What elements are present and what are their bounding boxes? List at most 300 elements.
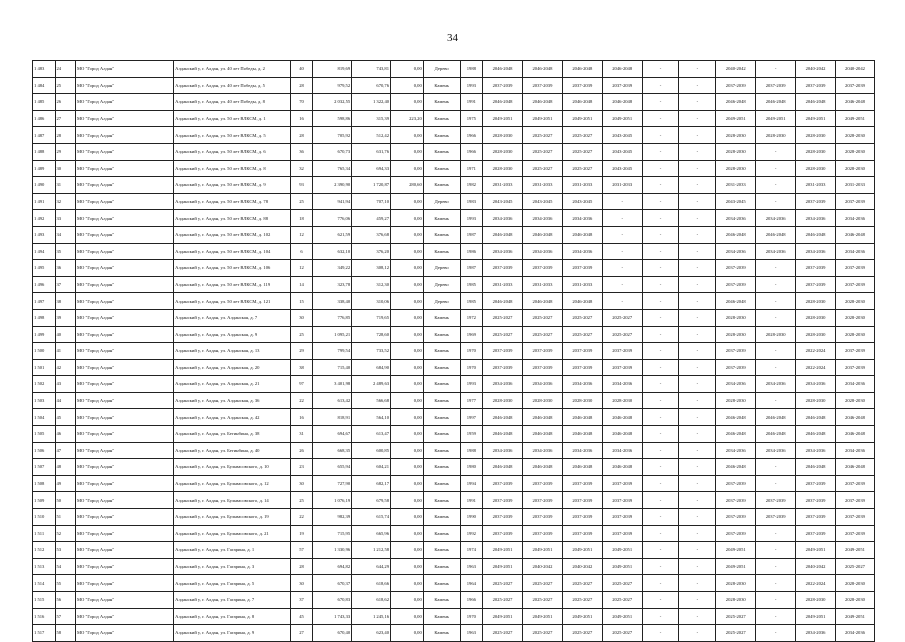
cell-item-no: 51 [55,509,75,526]
cell-period-6: - [679,260,716,277]
cell-address: Алданский у, г. Алдан, ул. Бульвасовского, д. 10 [174,459,291,476]
cell-period-2: 2025-2027 [522,592,562,609]
cell-year-built: 1964 [460,575,483,592]
cell-period-1: 2046-2048 [483,426,523,443]
cell-period-9: 2034-2036 [796,210,836,227]
cell-reg-no: 1 484 [33,77,56,94]
cell-period-4: 2046-2048 [602,426,642,443]
cell-period-2: 2025-2027 [522,309,562,326]
cell-period-4: 2025-2027 [602,326,642,343]
cell-period-3: 2037-2039 [562,492,602,509]
cell-period-9: 2046-2048 [796,409,836,426]
cell-address: Алданский у, г. Алдан, ул. Алданская, д. 42 [174,409,291,426]
cell-period-9: 2040-2042 [796,558,836,575]
table-row [33,426,875,443]
cell-period-6: - [679,110,716,127]
cell-period-8: - [756,293,796,310]
cell-period-4: 2034-2036 [602,442,642,459]
table-row [33,61,875,78]
cell-item-no: 40 [55,326,75,343]
cell-period-2: 2025-2027 [522,625,562,642]
cell-period-9: 2037-2039 [796,276,836,293]
cell-period-7: 2028-2030 [716,575,756,592]
cell-total-area: 668,35 [313,442,352,459]
cell-period-8: - [756,193,796,210]
cell-period-10: 2028-2030 [835,575,874,592]
cell-period-5: - [642,243,679,260]
cell-period-9: 2037-2039 [796,509,836,526]
cell-apartments: 93 [290,177,313,194]
cell-apartments: 36 [290,143,313,160]
table-row [33,193,875,210]
cell-period-6: - [679,94,716,111]
cell-total-area: 1 743,33 [313,608,352,625]
cell-period-7: 2037-2039 [716,525,756,542]
cell-apartments: 57 [290,542,313,559]
cell-period-8: 2028-2030 [756,326,796,343]
cell-address: Алданский у, г. Алдан, ул. 50 лет ВЛКСМ, д. 6 [174,143,291,160]
cell-period-3: 2034-2036 [562,376,602,393]
cell-municipality: МО "Город Алдан" [75,260,173,277]
cell-reg-no: 1 506 [33,442,56,459]
cell-period-6: - [679,276,716,293]
cell-item-no: 28 [55,127,75,144]
cell-year-built: 1997 [460,409,483,426]
cell-living-area: 315,39 [352,110,391,127]
cell-period-5: - [642,177,679,194]
cell-period-4: 2043-2045 [602,127,642,144]
cell-wall-material: Камень [423,592,460,609]
cell-apartments: 23 [290,459,313,476]
cell-period-1: 2025-2027 [483,326,523,343]
cell-period-1: 2037-2039 [483,475,523,492]
cell-reg-no: 1 515 [33,592,56,609]
cell-period-7: 2037-2039 [716,77,756,94]
cell-living-area: 728,60 [352,326,391,343]
cell-period-5: - [642,359,679,376]
cell-period-3: 2031-2033 [562,177,602,194]
cell-period-8: 2034-2036 [756,442,796,459]
cell-reg-no: 1 493 [33,226,56,243]
cell-year-built: 1986 [460,243,483,260]
cell-period-8: 2034-2036 [756,376,796,393]
cell-address: Алданский у, г. Алдан, ул. 50 лет ВЛКСМ, д. 119 [174,276,291,293]
cell-period-1: 2046-2048 [483,61,523,78]
cell-period-2: 2046-2048 [522,94,562,111]
cell-period-7: 2028-2030 [716,160,756,177]
cell-period-9: 2034-2036 [796,376,836,393]
cell-period-9: 2046-2048 [796,426,836,443]
cell-period-10: 2028-2030 [835,293,874,310]
cell-nonliving-area: 0,00 [391,509,424,526]
table-row [33,326,875,343]
cell-period-3: 2031-2033 [562,276,602,293]
cell-period-3: 2040-2042 [562,558,602,575]
cell-living-area: 310,06 [352,293,391,310]
cell-living-area: 618,62 [352,592,391,609]
housing-register-table [32,60,875,642]
cell-period-9: 2037-2039 [796,492,836,509]
cell-apartments: 6 [290,243,313,260]
cell-address: Алданский у, г. Алдан, ул. Алданская, д. 21 [174,376,291,393]
cell-period-7: 2046-2048 [716,459,756,476]
cell-reg-no: 1 505 [33,426,56,443]
cell-wall-material: Камень [423,392,460,409]
cell-nonliving-area: 0,00 [391,359,424,376]
cell-nonliving-area: 0,00 [391,210,424,227]
cell-address: Алданский у, г. Алдан, ул. Алданская, д. 9 [174,326,291,343]
cell-municipality: МО "Город Алдан" [75,475,173,492]
cell-period-9: 2028-2030 [796,127,836,144]
cell-period-4: 2049-2051 [602,542,642,559]
cell-living-area: 743,81 [352,61,391,78]
cell-period-7: 2031-2033 [716,177,756,194]
cell-period-8: - [756,575,796,592]
cell-period-6: - [679,326,716,343]
cell-period-4: 2049-2051 [602,558,642,575]
cell-apartments: 30 [290,309,313,326]
cell-wall-material: Камень [423,210,460,227]
table-row [33,625,875,642]
cell-period-2: 2049-2051 [522,110,562,127]
cell-period-6: - [679,442,716,459]
cell-year-built: 1970 [460,343,483,360]
cell-period-5: - [642,61,679,78]
cell-period-2: 2046-2048 [522,426,562,443]
cell-municipality: МО "Город Алдан" [75,625,173,642]
cell-period-8: - [756,525,796,542]
cell-period-7: 2037-2039 [716,343,756,360]
cell-reg-no: 1 510 [33,509,56,526]
cell-period-5: - [642,160,679,177]
cell-period-7: 2034-2036 [716,442,756,459]
cell-period-5: - [642,143,679,160]
cell-nonliving-area: 0,00 [391,143,424,160]
cell-item-no: 33 [55,210,75,227]
cell-period-8: - [756,592,796,609]
cell-address: Алданский у, г. Алдан, ул. Бульвасовского, д. 21 [174,525,291,542]
cell-year-built: 1963 [460,625,483,642]
table-row [33,94,875,111]
cell-period-4: 2034-2036 [602,376,642,393]
cell-period-5: - [642,293,679,310]
cell-period-9: 2049-2051 [796,542,836,559]
cell-total-area: 621,59 [313,226,352,243]
cell-period-3: 2046-2048 [562,426,602,443]
cell-period-4: 2046-2048 [602,94,642,111]
cell-period-10: 2028-2030 [835,127,874,144]
cell-reg-no: 1 486 [33,110,56,127]
table-row [33,475,875,492]
cell-total-area: 1 095,21 [313,326,352,343]
cell-reg-no: 1 492 [33,210,56,227]
cell-period-10: 2034-2036 [835,376,874,393]
cell-address: Алданский у, г. Алдан, ул. Бульвасовского, д. 19 [174,509,291,526]
cell-period-8: 2046-2048 [756,426,796,443]
cell-apartments: 12 [290,226,313,243]
cell-municipality: МО "Город Алдан" [75,127,173,144]
cell-year-built: 1993 [460,210,483,227]
cell-municipality: МО "Город Алдан" [75,243,173,260]
cell-period-7: 2028-2030 [716,143,756,160]
cell-period-7: 2049-2051 [716,110,756,127]
cell-period-5: - [642,475,679,492]
cell-period-3: 2025-2027 [562,575,602,592]
cell-wall-material: Камень [423,359,460,376]
table-row [33,243,875,260]
cell-period-10: 2028-2030 [835,160,874,177]
cell-period-4: 2043-2045 [602,160,642,177]
cell-living-area: 1 245,16 [352,608,391,625]
cell-total-area: 670,83 [313,592,352,609]
cell-living-area: 1 720,87 [352,177,391,194]
table-row [33,160,875,177]
table-row [33,77,875,94]
cell-period-1: 2046-2048 [483,409,523,426]
cell-address: Алданский у, г. Алдан, ул. 50 лет ВЛКСМ, д. 5 [174,127,291,144]
cell-total-area: 982,39 [313,509,352,526]
cell-period-10: 2049-2051 [835,608,874,625]
cell-period-3: 2046-2048 [562,61,602,78]
cell-year-built: 1991 [460,94,483,111]
cell-nonliving-area: 0,00 [391,542,424,559]
cell-living-area: 1 212,58 [352,542,391,559]
cell-period-7: 2049-2051 [716,558,756,575]
cell-total-area: 3 401,98 [313,376,352,393]
cell-municipality: МО "Город Алдан" [75,525,173,542]
cell-total-area: 670,37 [313,575,352,592]
cell-apartments: 45 [290,608,313,625]
cell-period-1: 2025-2027 [483,309,523,326]
cell-period-4: - [602,243,642,260]
cell-apartments: 37 [290,592,313,609]
table-row [33,177,875,194]
cell-period-10: 2037-2039 [835,359,874,376]
cell-period-1: 2037-2039 [483,77,523,94]
cell-nonliving-area: 0,00 [391,459,424,476]
cell-wall-material: Камень [423,309,460,326]
cell-period-1: 2028-2030 [483,160,523,177]
cell-living-area: 615,74 [352,509,391,526]
cell-item-no: 30 [55,160,75,177]
cell-reg-no: 1 509 [33,492,56,509]
cell-total-area: 598,86 [313,110,352,127]
table-row [33,575,875,592]
cell-reg-no: 1 487 [33,127,56,144]
cell-period-1: 2037-2039 [483,343,523,360]
cell-total-area: 670,40 [313,625,352,642]
cell-period-9: 2028-2030 [796,143,836,160]
cell-period-2: 2049-2051 [522,608,562,625]
cell-period-10: 2028-2030 [835,143,874,160]
cell-apartments: 31 [290,426,313,443]
cell-wall-material: Дерево [423,193,460,210]
cell-total-area: 776,85 [313,309,352,326]
cell-period-10: 2034-2036 [835,243,874,260]
cell-period-9: 2049-2051 [796,110,836,127]
cell-address: Алданский у, г. Алдан, ул. 50 лет ВЛКСМ, д. 121 [174,293,291,310]
cell-period-3: 2037-2039 [562,509,602,526]
table-row [33,592,875,609]
cell-period-10: 2037-2039 [835,475,874,492]
cell-wall-material: Камень [423,94,460,111]
cell-living-area: 618,66 [352,575,391,592]
cell-period-10: 2037-2039 [835,77,874,94]
cell-total-area: 819,69 [313,61,352,78]
cell-period-8: 2037-2039 [756,509,796,526]
cell-period-9: 2022-2024 [796,575,836,592]
cell-period-4: 2025-2027 [602,625,642,642]
cell-apartments: 70 [290,94,313,111]
cell-period-5: - [642,409,679,426]
cell-reg-no: 1 517 [33,625,56,642]
cell-period-6: - [679,426,716,443]
cell-nonliving-area: 0,00 [391,376,424,393]
cell-period-1: 2025-2027 [483,575,523,592]
cell-municipality: МО "Город Алдан" [75,143,173,160]
cell-period-4: - [602,293,642,310]
table-row [33,343,875,360]
cell-apartments: 28 [290,558,313,575]
cell-address: Алданский у, г. Алдан, ул. Алданская, д. 13 [174,343,291,360]
cell-period-7: 2025-2027 [716,625,756,642]
cell-living-area: 679,58 [352,492,391,509]
cell-reg-no: 1 502 [33,376,56,393]
cell-period-10: 2046-2048 [835,94,874,111]
table-row [33,260,875,277]
table-row [33,276,875,293]
cell-period-1: 2037-2039 [483,359,523,376]
cell-nonliving-area: 0,00 [391,592,424,609]
cell-wall-material: Камень [423,409,460,426]
cell-period-5: - [642,210,679,227]
cell-item-no: 38 [55,293,75,310]
cell-year-built: 1994 [460,475,483,492]
cell-municipality: МО "Город Алдан" [75,509,173,526]
cell-period-5: - [642,426,679,443]
cell-address: Алданский у, г. Алдан, ул. Гагарина, д. 3 [174,558,291,575]
cell-address: Алданский у, г. Алдан, ул. 50 лет ВЛКСМ, д. 102 [174,226,291,243]
cell-reg-no: 1 504 [33,409,56,426]
cell-reg-no: 1 491 [33,193,56,210]
cell-period-1: 2031-2033 [483,177,523,194]
cell-period-3: 2025-2027 [562,143,602,160]
cell-wall-material: Дерево [423,293,460,310]
cell-period-1: 2049-2051 [483,542,523,559]
cell-period-10: 2037-2039 [835,260,874,277]
cell-year-built: 1975 [460,110,483,127]
table-row [33,409,875,426]
cell-period-5: - [642,558,679,575]
cell-period-6: - [679,127,716,144]
cell-year-built: 1966 [460,127,483,144]
cell-period-6: - [679,525,716,542]
cell-period-6: - [679,293,716,310]
cell-wall-material: Дерево [423,276,460,293]
cell-period-3: 2025-2027 [562,309,602,326]
cell-period-9: 2022-2024 [796,359,836,376]
cell-period-8: - [756,359,796,376]
cell-reg-no: 1 485 [33,94,56,111]
cell-period-9: 2046-2048 [796,459,836,476]
cell-period-5: - [642,509,679,526]
table-row [33,293,875,310]
cell-period-5: - [642,525,679,542]
cell-address: Алданский у, г. Алдан, ул. Гагарина, д. 5 [174,575,291,592]
cell-municipality: МО "Город Алдан" [75,226,173,243]
cell-period-4: 2046-2048 [602,459,642,476]
cell-period-2: 2034-2036 [522,442,562,459]
cell-year-built: 1985 [460,293,483,310]
cell-nonliving-area: 0,00 [391,94,424,111]
cell-total-area: 776,06 [313,210,352,227]
cell-period-3: 2025-2027 [562,592,602,609]
cell-total-area: 941,94 [313,193,352,210]
cell-period-7: 2046-2048 [716,293,756,310]
cell-period-6: - [679,210,716,227]
cell-year-built: 1987 [460,226,483,243]
cell-item-no: 47 [55,442,75,459]
cell-apartments: 25 [290,492,313,509]
cell-period-6: - [679,61,716,78]
cell-period-8: - [756,143,796,160]
cell-period-2: 2037-2039 [522,492,562,509]
cell-period-7: 2046-2048 [716,426,756,443]
cell-period-3: 2046-2048 [562,293,602,310]
cell-period-7: 2025-2027 [716,608,756,625]
cell-period-6: - [679,343,716,360]
cell-period-5: - [642,110,679,127]
cell-living-area: 707,10 [352,193,391,210]
cell-living-area: 644,29 [352,558,391,575]
cell-period-8: 2037-2039 [756,492,796,509]
cell-period-9: 2046-2048 [796,226,836,243]
cell-address: Алданский у, г. Алдан, ул. 50 лет ВЛКСМ, д. 1 [174,110,291,127]
cell-period-7: 2028-2030 [716,392,756,409]
cell-item-no: 36 [55,260,75,277]
cell-period-2: 2037-2039 [522,525,562,542]
cell-nonliving-area: 0,00 [391,226,424,243]
cell-address: Алданский у, г. Алдан, ул. Гагарина, д. 7 [174,592,291,609]
cell-nonliving-area: 0,00 [391,127,424,144]
cell-item-no: 55 [55,575,75,592]
cell-period-1: 2028-2030 [483,127,523,144]
cell-period-2: 2046-2048 [522,409,562,426]
cell-nonliving-area: 0,00 [391,326,424,343]
cell-living-area: 600,85 [352,442,391,459]
cell-period-9: 2028-2030 [796,309,836,326]
cell-year-built: 1980 [460,459,483,476]
cell-item-no: 29 [55,143,75,160]
cell-period-9: 2037-2039 [796,525,836,542]
cell-period-4: 2025-2027 [602,592,642,609]
cell-living-area: 512,42 [352,127,391,144]
cell-period-3: 2037-2039 [562,359,602,376]
cell-nonliving-area: 0,00 [391,260,424,277]
cell-period-2: 2037-2039 [522,359,562,376]
cell-period-9: 2028-2030 [796,160,836,177]
cell-reg-no: 1 503 [33,392,56,409]
cell-period-5: - [642,625,679,642]
cell-period-7: 2037-2039 [716,276,756,293]
cell-apartments: 97 [290,376,313,393]
cell-period-4: 2046-2048 [602,61,642,78]
cell-living-area: 694,33 [352,160,391,177]
table-row [33,110,875,127]
cell-period-7: 2037-2039 [716,359,756,376]
cell-apartments: 14 [290,276,313,293]
cell-wall-material: Дерево [423,61,460,78]
